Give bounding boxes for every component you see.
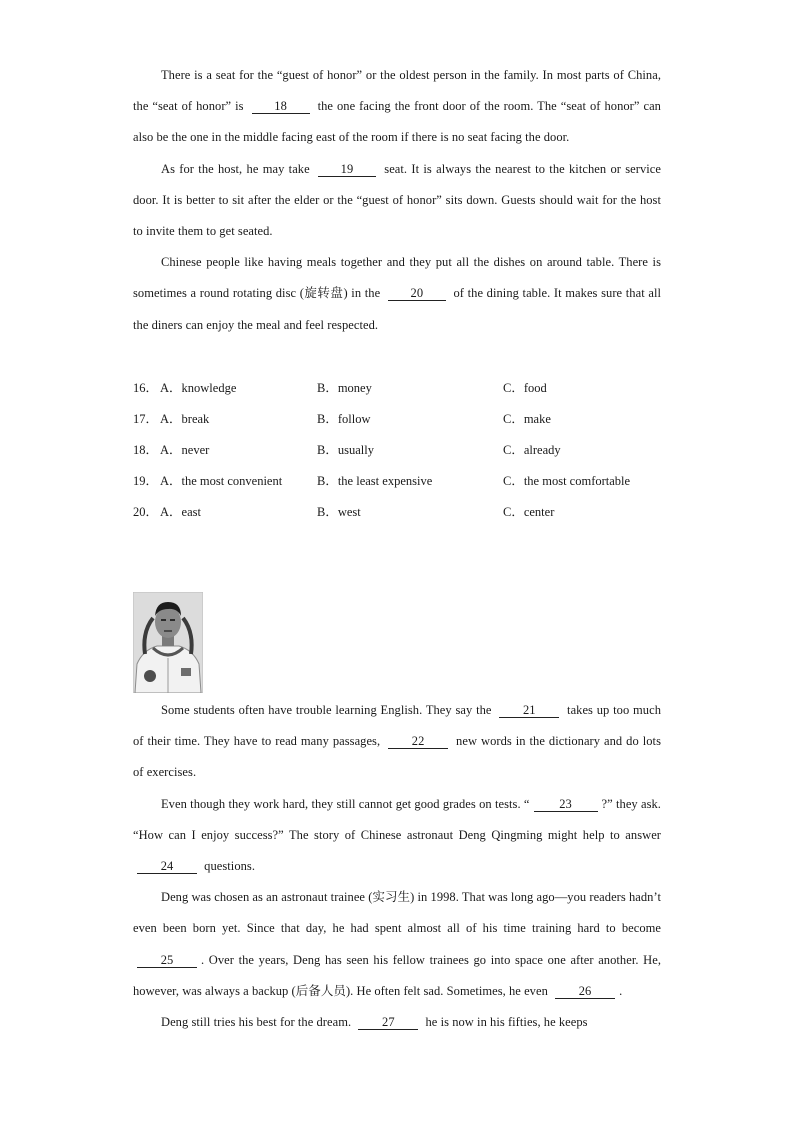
blank-18: 18: [252, 99, 310, 114]
paragraph-trouble-learning: Some students often have trouble learning English. They say the 21 takes up too much of their time. They have to read many passages, 22 new words in the dictionary and do lots of exercises.: [133, 703, 661, 780]
blank-23: 23: [534, 797, 598, 812]
astronaut-portrait-image: [133, 592, 203, 693]
option-row-16: [133, 373, 673, 404]
blank-24: 24: [137, 859, 197, 874]
option-b: B．west: [317, 505, 361, 519]
paragraph-round-table: Chinese people like having meals together and they put all the dishes on around table. There is sometimes a round rotating disc (旋转盘) in the 20 of the dining table. It makes sure that all the diners can enjoy the meal and feel respected.: [133, 255, 661, 332]
option-b: B．usually: [317, 443, 374, 457]
question-number: 16．: [133, 381, 159, 395]
option-row-18: [133, 435, 673, 466]
paragraph-deng-dream: Deng still tries his best for the dream. 27 he is now in his fifties, he keeps: [161, 1015, 588, 1030]
option-a: A．break: [160, 412, 210, 426]
option-row-19: [133, 466, 673, 497]
blank-26: 26: [555, 984, 615, 999]
option-a: A．knowledge: [160, 381, 237, 395]
question-number: 19．: [133, 474, 159, 488]
paragraph-deng-trainee: Deng was chosen as an astronaut trainee (实习生) in 1998. That was long ago—you readers hadn’t even been born yet. Since that day, he had spent almost all of his time training hard to become 25 . Over the years, Deng has seen his fellow trainees go into space one after another. He, however, was always a backup (后备人员). He often felt sad. Sometimes, he even 26 .: [133, 890, 661, 998]
paragraph-seat-of-honor: There is a seat for the “guest of honor” or the oldest person in the family. In most parts of China, the “seat of honor” is 18 the one facing the front door of the room. The “seat of honor” can also be the one in the middle facing east of the room if there is no seat facing the door.: [133, 68, 661, 145]
passage-1: [133, 60, 661, 341]
option-c: C．food: [503, 381, 547, 395]
paragraph-host-seat: As for the host, he may take 19 seat. It is always the nearest to the kitchen or service door. It is better to sit after the elder or the “guest of honor” sits down. Guests should wait for the host to invite them to get seated.: [133, 161, 661, 239]
option-b: B．money: [317, 381, 372, 395]
blank-20: 20: [388, 286, 446, 301]
question-number: 18．: [133, 443, 159, 457]
option-a: A．east: [160, 505, 201, 519]
option-a: A．never: [160, 443, 210, 457]
option-c: C．the most comfortable: [503, 474, 631, 488]
option-b: B．follow: [317, 412, 371, 426]
options-list: [133, 373, 673, 528]
blank-22: 22: [388, 734, 448, 749]
blank-27: 27: [358, 1015, 418, 1030]
blank-19: 19: [318, 162, 376, 177]
option-c: C．already: [503, 443, 561, 457]
question-number: 20．: [133, 505, 159, 519]
question-number: 17．: [133, 412, 159, 426]
option-a: A．the most convenient: [160, 474, 283, 488]
blank-25: 25: [137, 953, 197, 968]
option-c: C．make: [503, 412, 551, 426]
blank-21: 21: [499, 703, 559, 718]
option-row-17: [133, 404, 673, 435]
paragraph-good-grades: Even though they work hard, they still cannot get good grades on tests. “ 23 ?” they ask. “How can I enjoy success?” The story of Chinese astronaut Deng Qingming might help to answer 24 questions.: [133, 796, 661, 874]
option-row-20: [133, 497, 673, 528]
astronaut-photo: [133, 592, 203, 693]
passage-2: [133, 695, 661, 1038]
option-b: B．the least expensive: [317, 474, 433, 488]
option-c: C．center: [503, 505, 555, 519]
